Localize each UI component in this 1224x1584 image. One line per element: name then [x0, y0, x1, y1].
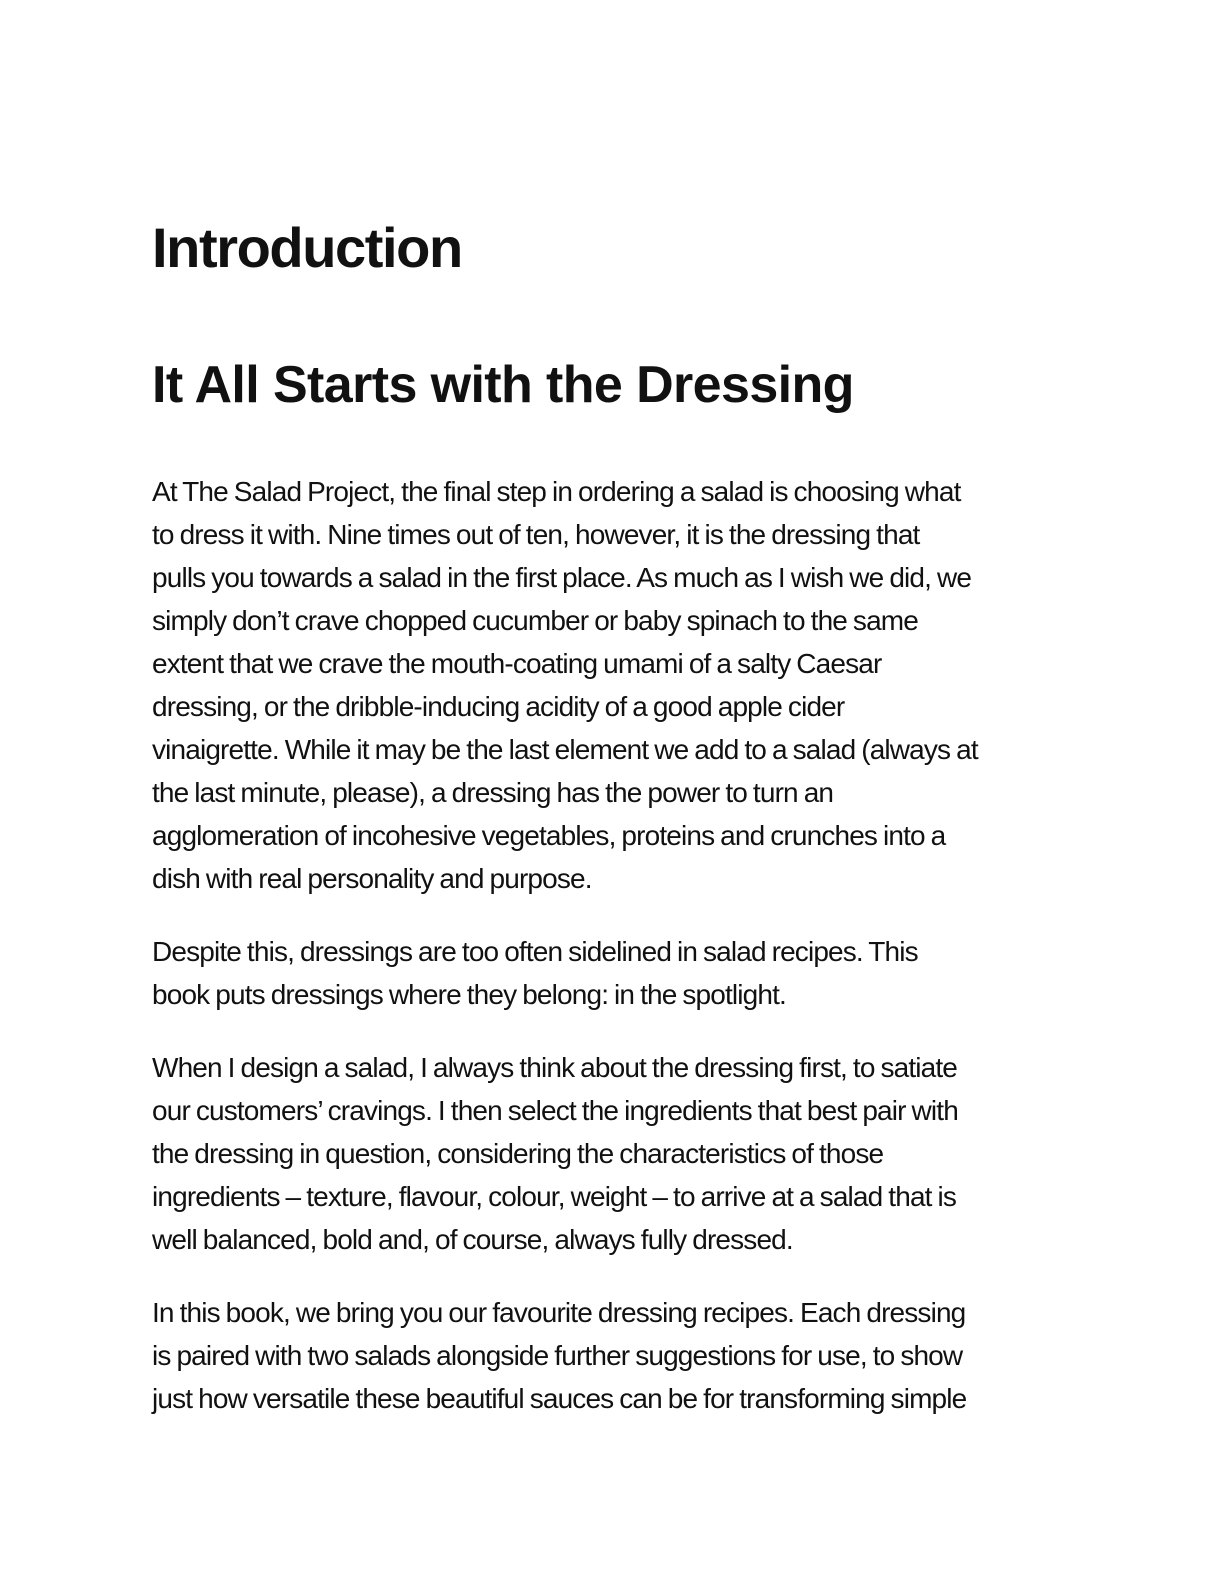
text-line: agglomeration of incohesive vegetables, proteins and crunches into a [152, 820, 946, 851]
text-line: Despite this, dressings are too often sidelined in salad recipes. This [152, 936, 918, 967]
text-line: When I design a salad, I always think about the dressing first, to satiate [152, 1052, 958, 1083]
section-title: It All Starts with the Dressing [152, 356, 854, 414]
text-line: is paired with two salads alongside further suggestions for use, to show [152, 1340, 963, 1371]
text-line: just how versatile these beautiful sauces can be for transforming simple [152, 1383, 967, 1414]
text-line: At The Salad Project, the final step in ordering a salad is choosing what [152, 476, 961, 507]
text-line: dressing, or the dribble-inducing acidity of a good apple cider [152, 691, 845, 722]
paragraph [152, 930, 1062, 1016]
text-line: dish with real personality and purpose. [152, 863, 592, 894]
paragraph [152, 1291, 1062, 1420]
text-line: vinaigrette. While it may be the last element we add to a salad (always at [152, 734, 978, 765]
paragraph [152, 1046, 1062, 1261]
text-line: book puts dressings where they belong: in the spotlight. [152, 979, 786, 1010]
text-line: the last minute, please), a dressing has the power to turn an [152, 777, 834, 808]
text-line: extent that we crave the mouth-coating umami of a salty Caesar [152, 648, 882, 679]
text-line: In this book, we bring you our favourite dressing recipes. Each dressing [152, 1297, 966, 1328]
chapter-title: Introduction [152, 216, 462, 279]
text-line: our customers’ cravings. I then select the ingredients that best pair with [152, 1095, 958, 1126]
body-text [152, 470, 1062, 1450]
text-line: simply don’t crave chopped cucumber or baby spinach to the same [152, 605, 919, 636]
text-line: ingredients – texture, flavour, colour, weight – to arrive at a salad that is [152, 1181, 957, 1212]
text-line: the dressing in question, considering the characteristics of those [152, 1138, 884, 1169]
paragraph [152, 470, 1062, 900]
text-line: well balanced, bold and, of course, always fully dressed. [152, 1224, 793, 1255]
text-line: pulls you towards a salad in the first place. As much as I wish we did, we [152, 562, 972, 593]
text-line: to dress it with. Nine times out of ten, however, it is the dressing that [152, 519, 920, 550]
document-page [152, 0, 1062, 1584]
